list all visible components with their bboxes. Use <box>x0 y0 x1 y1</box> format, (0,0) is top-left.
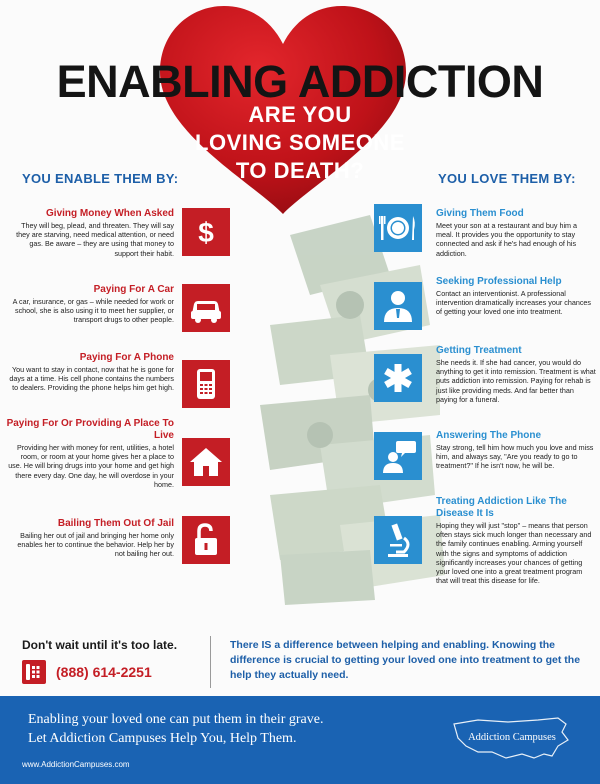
plate-cutlery-icon <box>374 204 422 252</box>
house-icon <box>182 438 230 486</box>
medical-star-icon <box>374 354 422 402</box>
logo-wordmark: Addiction Campuses <box>468 732 556 743</box>
difference-statement: There IS a difference between helping and enabling. Knowing the difference is crucial to getting your loved one into treatment to get the help they actually need. <box>230 639 581 681</box>
enable-item-jail <box>6 518 174 559</box>
dollar-sign-icon <box>182 208 230 256</box>
subtitle-line-3: TO DEATH? <box>235 158 365 183</box>
svg-text:$: $ <box>198 217 214 248</box>
car-icon <box>182 284 230 332</box>
section-divider <box>210 636 211 688</box>
love-item-food <box>436 208 596 258</box>
professional-icon <box>374 282 422 330</box>
love-item-body: Contact an interventionist. A professional intervention dramatically increases your chances of getting your loved one into treatment. <box>436 289 592 317</box>
telephone-icon <box>22 660 46 684</box>
enable-item-car <box>6 284 174 325</box>
enable-item-body: A car, insurance, or gas – while needed for work or school, she is also using it to meet her supplier, or transport drugs to other people. <box>12 297 174 325</box>
enable-item-body: You want to stay in contact, now that he is gone for days at a time. His cell phone contains the numbers to dealers. Providing the phone helps him get high. <box>9 365 174 393</box>
love-item-title: Seeking Professional Help <box>436 276 562 287</box>
enable-item-body: Bailing her out of jail and bringing her home only enables her to continue the behavior. Help her by not bailing her out. <box>17 531 174 559</box>
love-item-title: Giving Them Food <box>436 208 524 219</box>
love-item-body: She needs it. If she had cancer, you would do anything to get it into remission. Treatment is what puts addiction into remission. Paying for rehab is just like providing meds. And far better than paying for a funeral. <box>436 358 596 404</box>
phone-icon <box>182 360 230 408</box>
enable-item-title: Paying For Or Providing A Place To Live <box>6 418 174 441</box>
subtitle-line-2: LOVING SOMEONE <box>195 130 405 155</box>
love-item-body: Stay strong, tell him how much you love and miss him, and always say, "Are you ready to go to treatment?" If he isn't now, he will be. <box>436 443 594 471</box>
footer-banner <box>0 696 600 784</box>
love-item-title: Treating Addiction Like The Disease It Is <box>436 496 567 519</box>
love-item-phone <box>436 430 596 471</box>
love-item-body: Meet your son at a restaurant and buy him a meal. It provides you the opportunity to stay connected and ask if he's had enough of his addiction. <box>436 221 578 258</box>
footer-tagline-line-2: Let Addiction Campuses Help You, Help Them. <box>28 731 297 746</box>
love-item-help <box>436 276 596 317</box>
love-item-treatment <box>436 345 596 404</box>
enable-heading: YOU ENABLE THEM BY: <box>22 171 179 186</box>
open-padlock-icon <box>182 516 230 564</box>
enable-item-title: Giving Money When Asked <box>46 208 174 219</box>
speech-person-icon <box>374 432 422 480</box>
page-title: ENABLING ADDICTION <box>56 56 544 107</box>
footer-tagline-line-1: Enabling your loved one can put them in their grave. <box>28 712 324 727</box>
microscope-icon <box>374 516 422 564</box>
enable-item-money <box>6 208 174 258</box>
call-to-action-section <box>0 620 600 696</box>
love-item-disease <box>436 496 596 585</box>
dont-wait-text: Don't wait until it's too late. <box>22 638 178 652</box>
enable-item-housing <box>6 418 174 489</box>
enable-item-body: Providing her with money for rent, utilities, a hotel room, or room at your home gives her a place to use. He will bring drugs into your home and get high there every day. One day, he will overdose in your home. <box>8 443 174 489</box>
phone-number-link[interactable]: (888) 614-2251 <box>56 664 152 680</box>
enable-item-phone <box>6 352 174 393</box>
enable-item-title: Paying For A Phone <box>79 352 174 363</box>
love-item-title: Answering The Phone <box>436 430 542 441</box>
website-link[interactable]: www.AddictionCampuses.com <box>22 760 130 769</box>
subtitle-line-1: ARE YOU <box>248 102 352 127</box>
phone-row[interactable] <box>22 660 152 684</box>
love-item-body: Hoping they will just "stop" – means that person often stays sick much longer than necessary and the family continues enabling. Arming yourself with the signs and symptoms of addiction significantly increases your chances of getting your loved one into a great treatment program that will treat this disease for life. <box>436 521 592 586</box>
enable-item-body: They will beg, plead, and threaten. They will say they are starving, need medical attention, or need gas. Be aware – they are using that money to support their habit. <box>16 221 174 258</box>
love-heading: YOU LOVE THEM BY: <box>438 171 576 186</box>
love-item-title: Getting Treatment <box>436 345 522 356</box>
footer-tagline <box>28 710 408 748</box>
enable-item-title: Bailing Them Out Of Jail <box>57 518 174 529</box>
enable-item-title: Paying For A Car <box>93 284 174 295</box>
